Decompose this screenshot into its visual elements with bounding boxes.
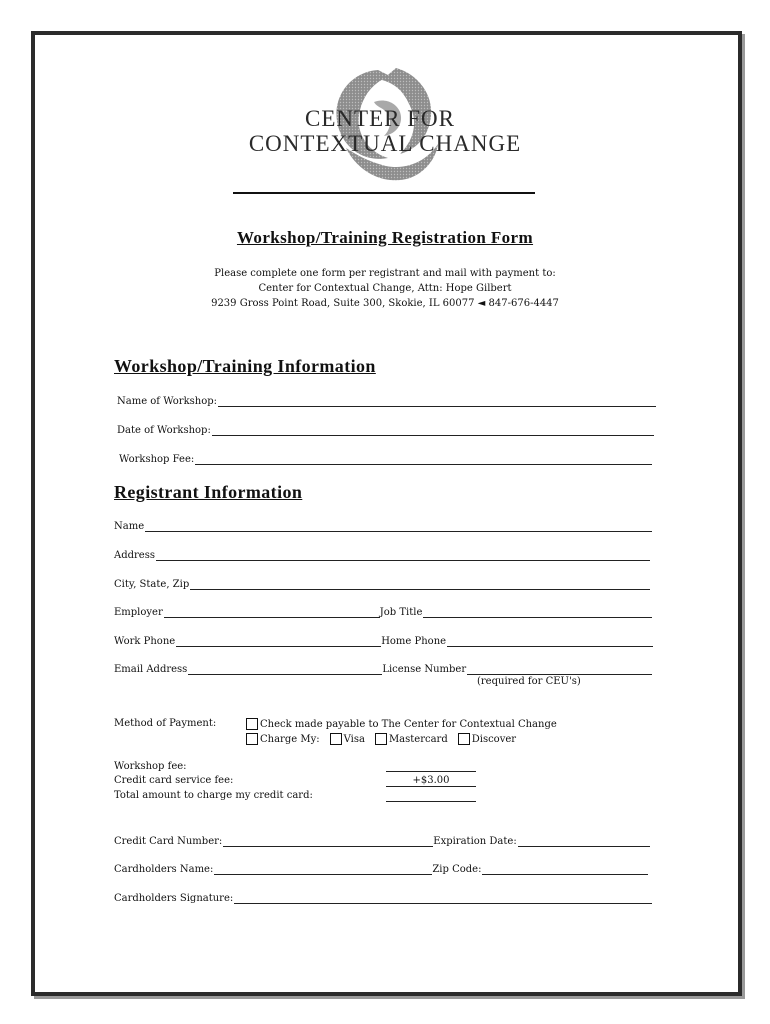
workshop-date-label: Date of Workshop:	[117, 425, 211, 436]
signature-label: Cardholders Signature:	[114, 893, 234, 904]
license-note: (required for CEU's)	[477, 676, 581, 687]
registrant-name-label: Name	[114, 521, 145, 532]
card-number-label: Credit Card Number:	[114, 836, 223, 847]
city-state-zip-field[interactable]	[190, 578, 650, 590]
registrant-name-field[interactable]	[145, 520, 652, 532]
workshop-name-label: Name of Workshop:	[117, 396, 218, 407]
workshop-name-field[interactable]	[218, 395, 656, 407]
card-number-row	[114, 833, 650, 847]
visa-option[interactable]	[330, 733, 365, 745]
organization-logo	[0, 62, 770, 202]
signature-field[interactable]	[234, 892, 652, 904]
logo-divider	[233, 192, 535, 194]
license-label: License Number	[382, 664, 467, 675]
service-fee-label: Credit card service fee:	[114, 775, 234, 786]
check-checkbox[interactable]	[246, 718, 258, 730]
zip-code-field[interactable]	[482, 863, 648, 875]
intro-line-1: Please complete one form per registrant and mail with payment to:	[214, 268, 556, 279]
check-option-label: Check made payable to The Center for Contextual Change	[260, 718, 557, 730]
address-field[interactable]	[156, 549, 650, 561]
city-state-zip-label: City, State, Zip	[114, 579, 190, 590]
workshop-name-row	[117, 393, 656, 407]
visa-label: Visa	[343, 733, 365, 745]
charge-label: Charge My:	[260, 733, 320, 745]
signature-row	[114, 890, 652, 904]
workshop-fee-label: Workshop Fee:	[119, 454, 195, 465]
phones-row	[114, 633, 653, 647]
discover-option[interactable]	[458, 733, 516, 745]
total-amount-field[interactable]	[386, 791, 476, 802]
intro-line-2: Center for Contextual Change, Attn: Hope Gilbert	[258, 283, 512, 294]
registrant-name-row	[114, 518, 652, 532]
email-license-row	[114, 661, 652, 675]
workshop-fee-total-field[interactable]	[386, 761, 476, 772]
payment-method-label: Method of Payment:	[114, 718, 217, 729]
city-state-zip-row	[114, 576, 650, 590]
logo-text-line1: CENTER FOR	[305, 106, 455, 131]
workshop-date-row	[117, 422, 654, 436]
address-label: Address	[114, 550, 155, 561]
workshop-fee-row	[119, 451, 652, 465]
expiration-label: Expiration Date:	[433, 836, 517, 847]
discover-checkbox[interactable]	[458, 733, 470, 745]
mastercard-label: Mastercard	[388, 733, 448, 745]
mastercard-option[interactable]	[375, 733, 448, 745]
workshop-info-heading: Workshop/Training Information	[114, 356, 376, 376]
cardholder-name-field[interactable]	[214, 863, 432, 875]
charge-options	[246, 733, 516, 745]
home-phone-label: Home Phone	[381, 636, 447, 647]
form-title: Workshop/Training Registration Form	[236, 228, 534, 247]
email-label: Email Address	[114, 664, 188, 675]
work-phone-label: Work Phone	[114, 636, 176, 647]
cardholder-name-label: Cardholders Name:	[114, 864, 214, 875]
license-field[interactable]	[467, 663, 652, 675]
mastercard-checkbox[interactable]	[375, 733, 387, 745]
registrant-info-heading: Registrant Information	[114, 482, 303, 502]
workshop-date-field[interactable]	[212, 424, 654, 436]
employer-field[interactable]	[164, 606, 380, 618]
workshop-fee-field[interactable]	[195, 453, 652, 465]
intro-line-3: 9239 Gross Point Road, Suite 300, Skokie, IL 60077 ◄ 847-676-4447	[211, 298, 559, 309]
workshop-fee-total-label: Workshop fee:	[114, 761, 187, 772]
employer-job-row	[114, 604, 652, 618]
visa-checkbox[interactable]	[330, 733, 342, 745]
card-number-field[interactable]	[223, 835, 433, 847]
cardholder-name-row	[114, 861, 648, 875]
address-row	[114, 547, 650, 561]
job-title-field[interactable]	[423, 606, 652, 618]
expiration-field[interactable]	[518, 835, 650, 847]
discover-label: Discover	[471, 733, 517, 745]
charge-checkbox[interactable]	[246, 733, 258, 745]
email-field[interactable]	[188, 663, 382, 675]
check-option[interactable]	[246, 718, 557, 730]
total-amount-label: Total amount to charge my credit card:	[114, 790, 313, 801]
job-title-label: Job Title	[379, 607, 423, 618]
zip-code-label: Zip Code:	[432, 864, 482, 875]
employer-label: Employer	[114, 607, 163, 618]
work-phone-field[interactable]	[176, 635, 381, 647]
home-phone-field[interactable]	[447, 635, 653, 647]
logo-text-line2: CONTEXTUAL CHANGE	[248, 131, 522, 156]
service-fee-value: +$3.00	[386, 775, 476, 787]
